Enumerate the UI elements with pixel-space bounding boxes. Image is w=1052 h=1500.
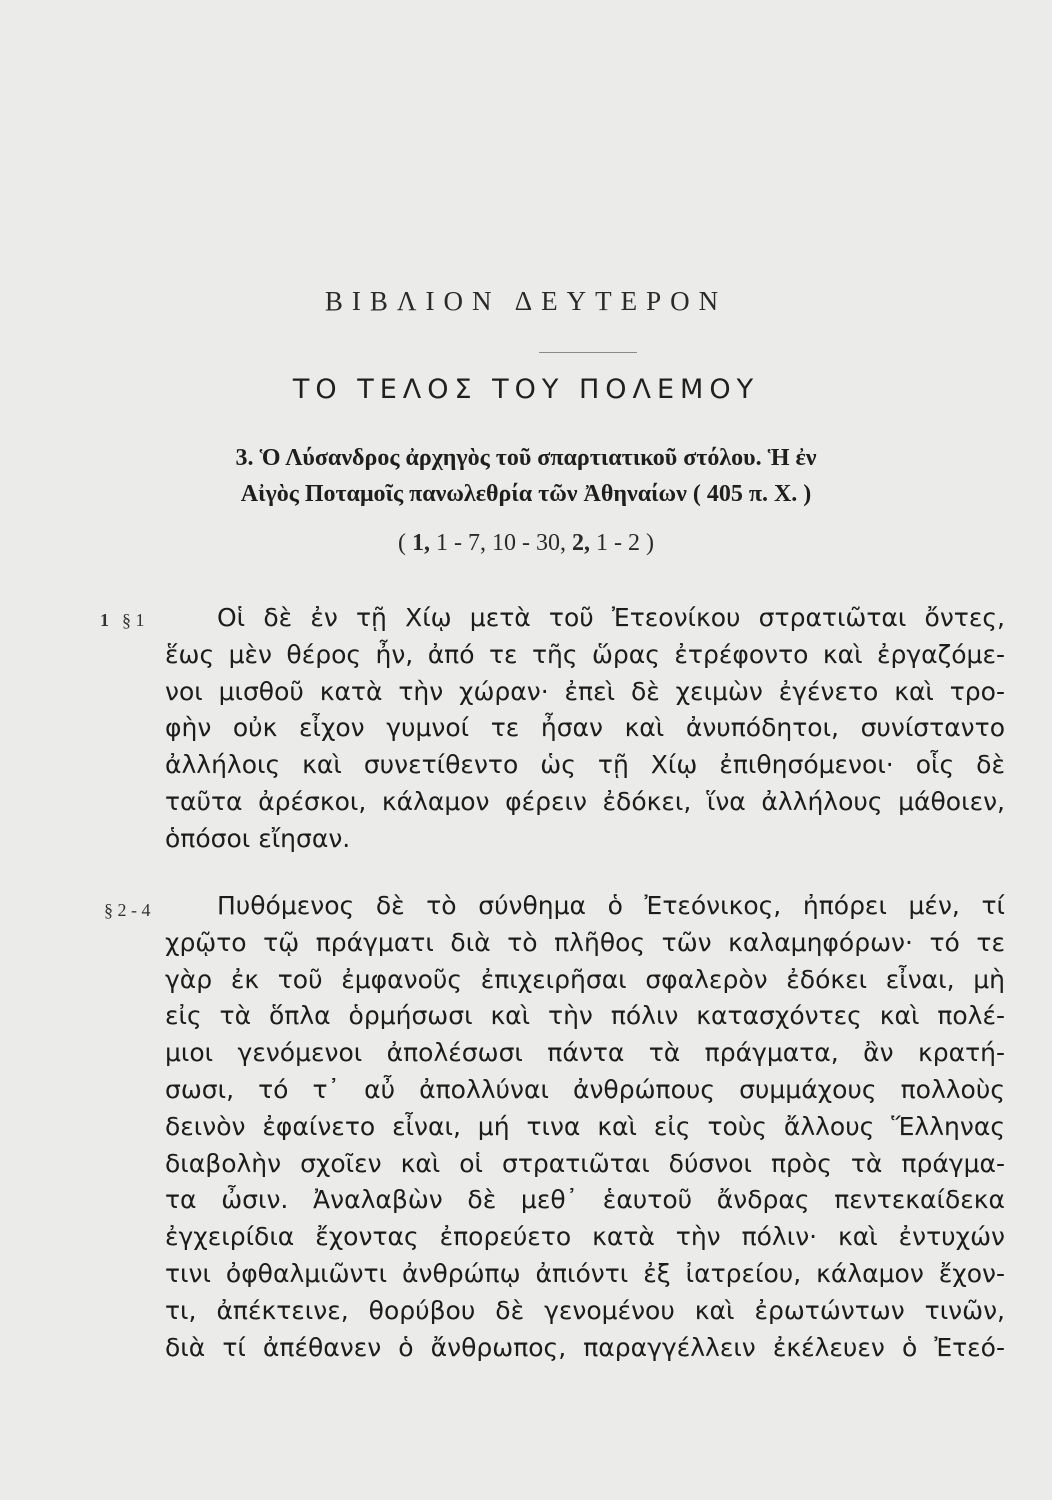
section-marker-1: § 1 [122, 610, 145, 630]
paragraph2-line: Πυθόμενος δὲ τὸ σύνθημα ὁ Ἐτεόνικος, ἠπόρει μέν, τί [217, 891, 1005, 920]
paragraph2-line: ἐγχειρίδια ἔχοντας ἐπορεύετο κατὰ τὴν πόλιν· καὶ ἐντυχών [165, 1222, 1005, 1252]
paragraph2-line: τι, ἀπέκτεινε, θορύβου δὲ γενομένου καὶ ἐρωτώντων τινῶν, [165, 1295, 1005, 1325]
paragraph2-line: μιοι γενόμενοι ἀπολέσωσι πάντα τὰ πράγματα, ἂν κρατή- [165, 1038, 1005, 1068]
paragraph2-line: διὰ τί ἀπέθανεν ὁ ἄνθρωπος, παραγγέλλειν ἐκέλευεν ὁ Ἐτεό- [165, 1332, 1005, 1362]
section-title: ΤΟ ΤΕΛΟΣ ΤΟΥ ΠΟΛΕΜΟΥ [292, 374, 760, 405]
title-divider [539, 352, 637, 353]
paragraph2-line: τα ὦσιν. Ἀναλαβὼν δὲ μεθ᾽ ἑαυτοῦ ἄνδρας πεντεκαίδεκα [165, 1185, 1005, 1215]
paragraph1-line: ἀλλήλοις καὶ συνετίθεντο ὡς τῇ Χίῳ ἐπιθησόμενοι· οἷς δὲ [165, 750, 1005, 780]
chapter-heading-line-2: Αἰγὸς Ποταμοῖς πανωλεθρία τῶν Ἀθηναίων ( 405 π. Χ. ) [240, 481, 812, 507]
paragraph1-line: ταῦτα ἀρέσκοι, κάλαμον φέρειν ἐδόκει, ἵνα ἀλλήλους μάθοιεν, [165, 787, 1005, 816]
chapter-heading [0, 440, 1052, 512]
paragraph1-line: Οἱ δὲ ἐν τῇ Χίῳ μετὰ τοῦ Ἐτεονίκου στρατιῶται ὄντες, [217, 603, 1005, 632]
paragraph2-line: εἰς τὰ ὅπλα ὁρμήσωσι καὶ τὴν πόλιν κατασχόντες καὶ πολέ- [165, 1001, 1005, 1031]
paragraph-number: 1 [100, 610, 109, 630]
section-marker-2: § 2 - 4 [104, 900, 151, 920]
source-references: ( 1, 1 - 7, 10 - 30, 2, 1 - 2 ) [398, 530, 654, 556]
paragraph1-line: ἕως μὲν θέρος ἦν, ἀπό τε τῆς ὥρας ἐτρέφοντο καὶ ἐργαζόμε- [165, 639, 1005, 669]
ref-book-1: 1, [412, 530, 430, 556]
paragraph2-line: διαβολὴν σχοῖεν καὶ οἱ στρατιῶται δύσνοι πρὸς τὰ πράγμα- [165, 1148, 1005, 1178]
paragraph1-line: φὴν οὐκ εἶχον γυμνοί τε ἦσαν καὶ ἀνυπόδητοι, συνίσταντο [165, 713, 1005, 743]
paragraph2-line: γὰρ ἐκ τοῦ ἐμφανοῦς ἐπιχειρῆσαι σφαλερὸν ἐδόκει εἶναι, μὴ [165, 964, 1005, 994]
paragraph2-line: τινι ὀφθαλμιῶντι ἀνθρώπῳ ἀπιόντι ἐξ ἰατρείου, κάλαμον ἔχον- [165, 1259, 1005, 1288]
ref-range-1: 1 - 7, 10 - 30, [430, 530, 572, 556]
paragraph2-line: χρῷτο τῷ πράγματι διὰ τὸ πλῆθος τῶν καλαμηφόρων· τό τε [165, 927, 1005, 957]
ref-range-2: 1 - 2 [589, 530, 640, 556]
book-title: ΒΙΒΛΙΟΝ ΔΕΥΤΕΡΟΝ [324, 286, 728, 316]
paragraph2-line: σωσι, τό τ᾽ αὖ ἀπολλύναι ἀνθρώπους συμμάχους πολλοὺς [165, 1075, 1005, 1104]
paragraph1-line: ὁπόσοι εἴησαν. [165, 823, 351, 853]
paragraph2-line: δεινὸν ἐφαίνετο εἶναι, μή τινα καὶ εἰς τοὺς ἄλλους Ἕλληνας [165, 1111, 1005, 1141]
ref-book-2: 2, [571, 530, 590, 556]
paragraph1-line: νοι μισθοῦ κατὰ τὴν χώραν· ἐπεὶ δὲ χειμὼν ἐγένετο καὶ τρο- [165, 676, 1005, 706]
chapter-heading-line-1: 3. Ὁ Λύσανδρος ἀρχηγὸς τοῦ σπαρτιατικοῦ στόλου. Ἡ ἐν [235, 445, 817, 471]
